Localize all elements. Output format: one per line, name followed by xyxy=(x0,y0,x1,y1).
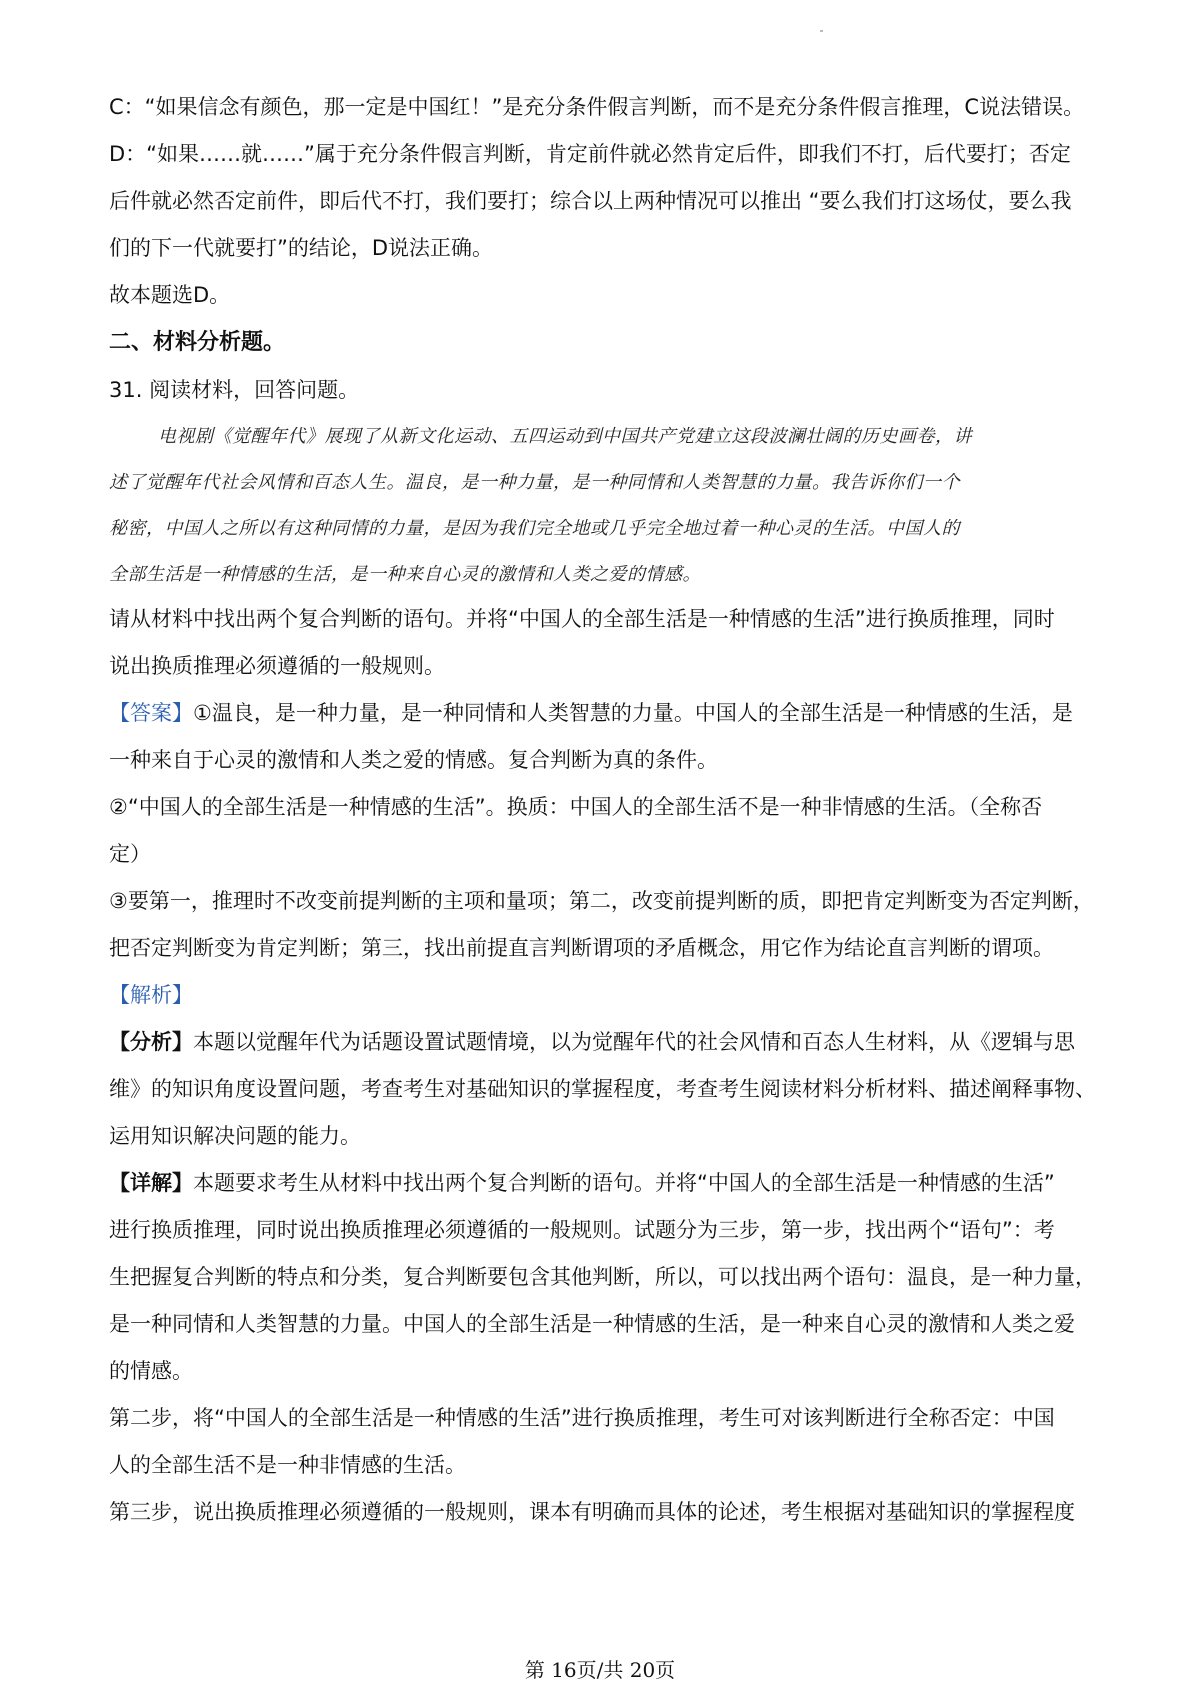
answer-line-2: 一种来自于心灵的激情和人类之爱的情感。复合判断为真的条件。 xyxy=(109,748,718,772)
option-d-line-2: 后件就必然否定前件，即后代不打，我们要打；综合以上两种情况可以推出 “要么我们打这场仗，要么我 xyxy=(109,189,1072,213)
xiangjie-line-5: 的情感。 xyxy=(109,1359,193,1383)
fenxi-line-3: 运用知识解决问题的能力。 xyxy=(109,1124,361,1148)
answer-line-6: 把否定判断变为肯定判断；第三，找出前提直言判断谓项的矛盾概念，用它作为结论直言判断的谓项。 xyxy=(109,936,1054,960)
material-line-3: 秘密，中国人之所以有这种同情的力量，是因为我们完全地或几乎完全地过着一种心灵的生活。中国人的 xyxy=(109,518,960,539)
answer-line-4: 定） xyxy=(109,842,151,866)
answer-tag: 【答案】 xyxy=(109,701,193,725)
option-c-line: C：“如果信念有颜色，那一定是中国红！”是充分条件假言判断，而不是充分条件假言推理，C说法错误。 xyxy=(109,95,1085,119)
answer-line-5: ③要第一，推理时不改变前提判断的主项和量项；第二，改变前提判断的质，即把肯定判断变为否定判断， xyxy=(109,889,1094,913)
answer-line-1-text: ①温良，是一种力量，是一种同情和人类智慧的力量。中国人的全部生活是一种情感的生活，是 xyxy=(193,701,1073,725)
option-d-line-1: D：“如果……就……”属于充分条件假言判断，肯定前件就必然肯定后件，即我们不打，后代要打；否定 xyxy=(109,142,1071,166)
answer-line-1 xyxy=(109,700,1073,726)
xiangjie-line-2: 进行换质推理，同时说出换质推理必须遵循的一般规则。试题分为三步，第一步，找出两个“语句”：考 xyxy=(109,1218,1055,1242)
option-d-line-3: 们的下一代就要打”的结论，D说法正确。 xyxy=(109,236,494,260)
material-line-4: 全部生活是一种情感的生活，是一种来自心灵的激情和人类之爱的情感。 xyxy=(109,564,701,585)
xiangjie-line-4: 是一种同情和人类智慧的力量。中国人的全部生活是一种情感的生活，是一种来自心灵的激情和人类之爱 xyxy=(109,1312,1075,1336)
fenxi-line-1-text: 本题以觉醒年代为话题设置试题情境，以为觉醒年代的社会风情和百态人生材料，从《逻辑与思 xyxy=(193,1030,1075,1054)
question-label: 31. 阅读材料，回答问题。 xyxy=(109,378,360,402)
analysis-tag-line xyxy=(109,982,193,1008)
section-heading: 二、材料分析题。 xyxy=(109,330,286,355)
xiangjie-line-6: 第二步，将“中国人的全部生活是一种情感的生活”进行换质推理，考生可对该判断进行全称否定：中国 xyxy=(109,1406,1055,1430)
material-line-1: 电视剧《觉醒年代》展现了从新文化运动、五四运动到中国共产党建立这段波澜壮阔的历史画卷，讲 xyxy=(158,426,972,447)
choose-line: 故本题选D。 xyxy=(109,283,231,307)
question-ask-line-2: 说出换质推理必须遵循的一般规则。 xyxy=(109,654,445,678)
xiangjie-line-1-text: 本题要求考生从材料中找出两个复合判断的语句。并将“中国人的全部生活是一种情感的生活” xyxy=(193,1171,1055,1195)
xiangjie-line-3: 生把握复合判断的特点和分类，复合判断要包含其他判断，所以，可以找出两个语句：温良，是一种力量， xyxy=(109,1265,1096,1289)
material-line-2: 述了觉醒年代社会风情和百态人生。温良，是一种力量，是一种同情和人类智慧的力量。我告诉你们一个 xyxy=(109,472,960,493)
question-ask-line-1: 请从材料中找出两个复合判断的语句。并将“中国人的全部生活是一种情感的生活”进行换质推理，同时 xyxy=(109,607,1055,631)
xiangjie-line-7: 人的全部生活不是一种非情感的生活。 xyxy=(109,1453,466,1477)
answer-line-3: ②“中国人的全部生活是一种情感的生活”。换质：中国人的全部生活不是一种非情感的生活。（全称否 xyxy=(109,795,1043,819)
fenxi-line-2: 维》的知识角度设置问题，考查考生对基础知识的掌握程度，考查考生阅读材料分析材料、描述阐释事物、 xyxy=(109,1077,1096,1101)
xiangjie-line-8: 第三步，说出换质推理必须遵循的一般规则，课本有明确而具体的论述，考生根据对基础知识的掌握程度 xyxy=(109,1500,1075,1524)
xiangjie-line-1 xyxy=(109,1170,1055,1196)
scan-speck xyxy=(820,30,823,32)
analysis-tag: 【解析】 xyxy=(109,983,193,1007)
page-footer: 第 16页/共 20页 xyxy=(524,1658,676,1682)
xiangjie-tag: 【详解】 xyxy=(109,1171,193,1195)
fenxi-line-1 xyxy=(109,1029,1075,1055)
fenxi-tag: 【分析】 xyxy=(109,1030,193,1054)
